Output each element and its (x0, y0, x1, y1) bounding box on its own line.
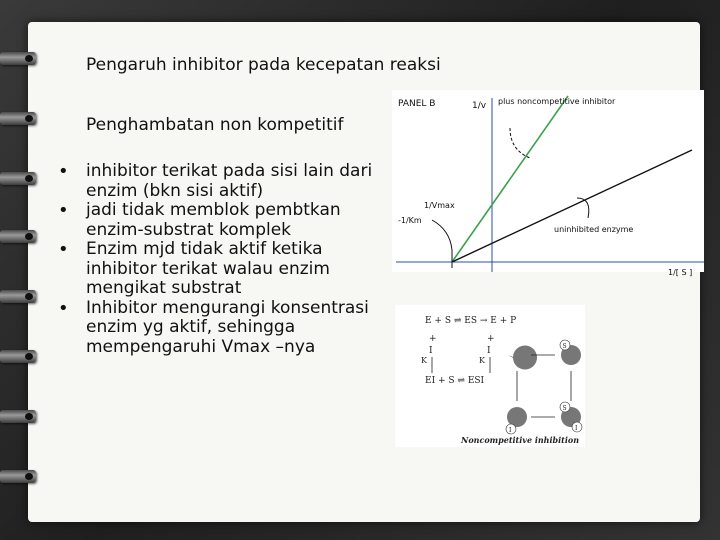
binding-ring (0, 112, 36, 125)
bullet-item: • jadi tidak memblok pembtkan enzim-substrat komplek (58, 201, 398, 240)
bullet-item: • Inhibitor mengurangi konsentrasi enzim yg aktif, sehingga mempengaruhi Vmax –nya (58, 299, 398, 358)
scheme-inhibitor: I (429, 346, 433, 356)
bullet-list (58, 162, 398, 357)
uninhibited-label: uninhibited enzyme (554, 225, 634, 234)
scheme-k-label: K (479, 356, 485, 365)
scheme-row-bottom: EI + S ⇌ ESI (425, 376, 485, 386)
binding-ring (0, 52, 36, 65)
binding-ring (0, 350, 36, 363)
binding-ring (0, 470, 36, 483)
scheme-inhibitor: I (487, 346, 491, 356)
scheme-background (395, 305, 585, 447)
plot-background (392, 90, 704, 272)
binding-ring (0, 290, 36, 303)
substrate-label: S (562, 405, 567, 412)
panel-label: PANEL B (398, 99, 436, 109)
scheme-k-label: K (421, 356, 427, 365)
y-axis-label: 1/v (472, 101, 487, 111)
scheme-plus: + (429, 334, 437, 344)
inhibitor-label: I (509, 427, 512, 434)
plus-inhibitor-label: plus noncompetitive inhibitor (498, 97, 616, 106)
scheme-caption: Noncompetitive inhibition (461, 435, 580, 445)
scheme-row-top: E + S ⇌ ES → E + P (425, 316, 517, 326)
slide-subtitle: Penghambatan non kompetitif (86, 115, 344, 135)
scheme-plus: + (487, 334, 495, 344)
lineweaver-burk-plot (392, 90, 704, 280)
inhibitor-label: I (575, 425, 578, 432)
substrate-label: S (562, 343, 567, 350)
noncompetitive-scheme (395, 305, 585, 447)
binding-ring (0, 172, 36, 185)
binding-ring (0, 410, 36, 423)
bullet-item: • inhibitor terikat pada sisi lain dari enzim (bkn sisi aktif) (58, 162, 398, 201)
km-label: -1/Km (398, 216, 422, 225)
vmax-label: 1/Vmax (424, 201, 455, 210)
bullet-item: • Enzim mjd tidak aktif ketika inhibitor terikat walau enzim mengikat substrat (58, 240, 398, 299)
slide-title: Pengaruh inhibitor pada kecepatan reaksi (86, 55, 441, 75)
binding-ring (0, 230, 36, 243)
x-axis-label: 1/[ S ] (668, 268, 693, 277)
